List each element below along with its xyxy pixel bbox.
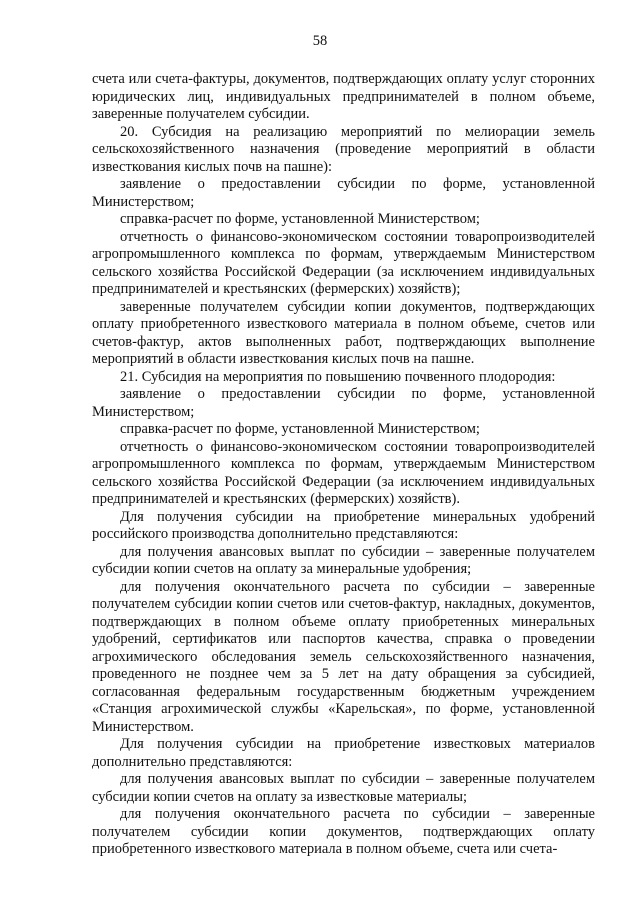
paragraph-item-21: 21. Субсидия на мероприятия по повышению почвенного плодородия: — [120, 368, 556, 385]
paragraph-item-20: 20. Субсидия на реализацию мероприятий по мелиорации земель сельскохозяйственного назначения (проведение мероприятий в области известкования кислых почв на пашне): — [92, 123, 595, 175]
page-number: 58 — [312, 33, 328, 49]
paragraph-mineral-fertilizers: Для получения субсидии на приобретение минеральных удобрений российского производства дополнительно представляются: — [92, 508, 595, 542]
paragraph-calculation-2: справка-расчет по форме, установленной Министерством; — [120, 421, 480, 437]
document-body — [92, 71, 595, 859]
paragraph-calculation: справка-расчет по форме, установленной Министерством; — [120, 211, 480, 227]
paragraph-reporting: отчетность о финансово-экономическом состоянии товаропроизводителей агропромышленного комплекса по формам, утверждаемым Министерством сельского хозяйства Российской Федерации (за исключением индивидуальных предпринимателей и крестьянских (фермерских) хозяйств); — [92, 228, 595, 297]
paragraph-continuation: счета или счета-фактуры, документов, подтверждающих оплату услуг сторонних юридических лиц, индивидуальных предпринимателей в полном объеме, заверенные получателем субсидии. — [92, 71, 595, 122]
paragraph-reporting-2: отчетность о финансово-экономическом состоянии товаропроизводителей агропромышленного комплекса по формам, утверждаемым Министерством сельского хозяйства Российской Федерации (за исключением индивидуальных предпринимателей и крестьянских (фермерских) хозяйств). — [92, 438, 595, 507]
paragraph-lime-materials: Для получения субсидии на приобретение известковых материалов дополнительно представляются: — [92, 736, 595, 770]
paragraph-mineral-advance: для получения авансовых выплат по субсидии – заверенные получателем субсидии копии счетов на оплату за минеральные удобрения; — [92, 543, 595, 577]
paragraph-payment-documents: заверенные получателем субсидии копии документов, подтверждающих оплату приобретенного известкового материала в полном объеме, счетов или счетов-фактур, актов выполненных работ, подтверждающих выполнение мероприятий в области известкования кислых почв на пашне. — [92, 298, 595, 367]
paragraph-application-2: заявление о предоставлении субсидии по форме, установленной Министерством; — [92, 386, 595, 420]
paragraph-lime-final: для получения окончательного расчета по субсидии – заверенные получателем субсидии копии документов, подтверждающих оплату приобретенного известкового материала в полном объеме, счета или счета- — [92, 806, 595, 857]
paragraph-lime-advance: для получения авансовых выплат по субсидии – заверенные получателем субсидии копии счетов на оплату за известковые материалы; — [92, 771, 595, 805]
paragraph-application: заявление о предоставлении субсидии по форме, установленной Министерством; — [92, 176, 595, 210]
paragraph-mineral-final: для получения окончательного расчета по субсидии – заверенные получателем субсидии копии счетов или счетов-фактур, накладных, документов, подтверждающих в полном объеме оплату приобретенных минеральных удобрений, сертификатов или паспортов качества, справка о проведении агрохимического обследования земель сельскохозяйственного назначения, проведенного не позднее чем за 5 лет на дату обращения за субсидией, согласованная федеральным государственным бюджетным учреждением «Станция агрохимической службы «Карельская», по форме, установленной Министерством. — [92, 578, 595, 735]
